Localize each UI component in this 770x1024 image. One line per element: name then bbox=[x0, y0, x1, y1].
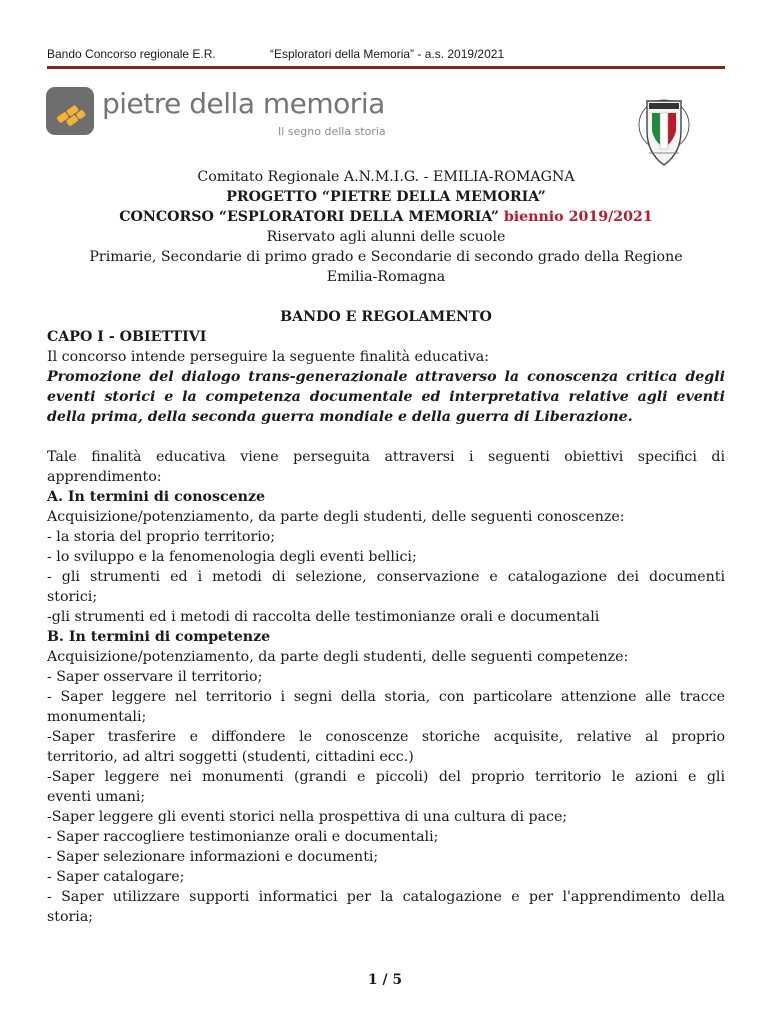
list-item: -Saper trasferire e diffondere le conoscenze storiche acquisite, relative al proprio bbox=[47, 729, 725, 745]
list-item: -Saper leggere nei monumenti (grandi e piccoli) del proprio territorio le azioni e gli bbox=[47, 769, 725, 785]
list-item: - Saper utilizzare supporti informatici per la catalogazione e per l'apprendimento della bbox=[47, 889, 725, 905]
section-b-intro: Acquisizione/potenziamento, da parte degli studenti, delle seguenti competenze: bbox=[47, 649, 629, 665]
logo-subtitle: Il segno della storia bbox=[278, 125, 386, 138]
paragraph-intro: Il concorso intende perseguire la seguente finalità educativa: bbox=[47, 349, 490, 365]
anmig-shield-emblem-icon bbox=[637, 95, 692, 170]
list-item: - Saper selezionare informazioni e documenti; bbox=[47, 849, 379, 865]
reserved-line: Riservato agli alunni delle scuole bbox=[266, 229, 506, 245]
header-rule bbox=[47, 66, 725, 69]
running-header-right: “Esploratori della Memoria” - a.s. 2019/2021 bbox=[270, 47, 505, 61]
educational-goal-line: della prima, della seconda guerra mondiale e della guerra di Liberazione. bbox=[47, 409, 633, 425]
section-title-bando: BANDO E REGOLAMENTO bbox=[280, 309, 492, 325]
intro-block bbox=[47, 167, 725, 287]
contest-title-main: CONCORSO “ESPLORATORI DELLA MEMORIA” bbox=[119, 209, 499, 225]
list-item: - gli strumenti ed i metodi di selezione, conservazione e catalogazione dei documenti bbox=[47, 569, 725, 585]
pietre-della-memoria-logo bbox=[46, 87, 406, 147]
section-b-heading: B. In termini di competenze bbox=[47, 629, 271, 645]
contest-biennium: biennio 2019/2021 bbox=[503, 209, 653, 225]
section-a-heading: A. In termini di conoscenze bbox=[47, 489, 266, 505]
running-header-left: Bando Concorso regionale E.R. bbox=[47, 47, 216, 61]
list-item: -gli strumenti ed i metodi di raccolta delle testimonianze orali e documentali bbox=[47, 609, 600, 625]
chapter-heading: CAPO I - OBIETTIVI bbox=[47, 329, 207, 345]
list-item: - Saper osservare il territorio; bbox=[47, 669, 263, 685]
list-item: monumentali; bbox=[47, 709, 147, 725]
list-item: - la storia del proprio territorio; bbox=[47, 529, 276, 545]
objectives-intro-line: Tale finalità educativa viene perseguita attraversi i seguenti obiettivi specifici di bbox=[47, 449, 725, 465]
list-item: - Saper leggere nel territorio i segni della storia, con particolare attenzione alle tracce bbox=[47, 689, 725, 705]
pietre-della-memoria-logo-icon bbox=[46, 87, 94, 135]
schools-line: Primarie, Secondarie di primo grado e Secondarie di secondo grado della Regione bbox=[89, 249, 683, 265]
spacer bbox=[47, 427, 725, 447]
list-item: - lo sviluppo e la fenomenologia degli eventi bellici; bbox=[47, 549, 417, 565]
document-body bbox=[47, 307, 725, 927]
list-item: eventi umani; bbox=[47, 789, 146, 805]
objectives-intro-line: apprendimento: bbox=[47, 469, 162, 485]
project-title: PROGETTO “PIETRE DELLA MEMORIA” bbox=[226, 189, 546, 205]
region-line: Emilia-Romagna bbox=[326, 269, 446, 285]
educational-goal-line: Promozione del dialogo trans-generazionale attraverso la conoscenza critica degli bbox=[47, 369, 725, 385]
list-item: storici; bbox=[47, 589, 98, 605]
list-item: -Saper leggere gli eventi storici nella prospettiva di una cultura di pace; bbox=[47, 809, 568, 825]
section-a-intro: Acquisizione/potenziamento, da parte degli studenti, delle seguenti conoscenze: bbox=[47, 509, 625, 525]
page-number: 1 / 5 bbox=[367, 972, 403, 988]
list-item: - Saper catalogare; bbox=[47, 869, 185, 885]
contest-title bbox=[47, 207, 725, 227]
list-item: - Saper raccogliere testimonianze orali e documentali; bbox=[47, 829, 439, 845]
list-item: storia; bbox=[47, 909, 94, 925]
educational-goal-line: eventi storici e la competenza documentale ed interpretativa relative agli eventi bbox=[47, 389, 725, 405]
list-item: territorio, ad altri soggetti (studenti, cittadini ecc.) bbox=[47, 749, 414, 765]
committee-line: Comitato Regionale A.N.M.I.G. - EMILIA-ROMAGNA bbox=[197, 169, 575, 185]
logo-title: pietre della memoria bbox=[102, 87, 385, 120]
